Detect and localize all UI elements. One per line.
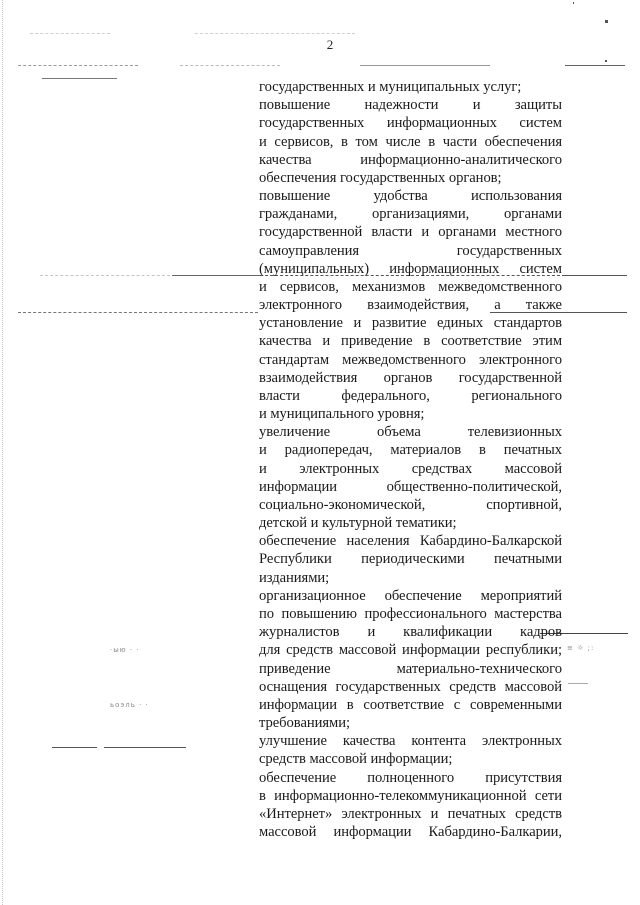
text-line: стандартам межведомственного электронного [259, 351, 562, 368]
text-line: информации общественно-политической, [259, 478, 562, 495]
text-line: и сервисов, в том числе в части обеспечения [259, 133, 562, 150]
text-line: средств массовой информации; [259, 751, 453, 768]
text-line: Республики периодическими печатными [259, 551, 562, 568]
scan-artifact-line [568, 683, 588, 684]
text-line: и электронных средствах массовой [259, 460, 562, 477]
document-body [259, 78, 562, 841]
header-separator-line [18, 65, 138, 67]
text-line: качества информационно-аналитического [259, 151, 562, 168]
scan-smudge: ≡ ☼ ;: [567, 644, 595, 652]
text-line: информации в соответствие с современными [259, 696, 562, 713]
scan-smudge: ·ыю · · [110, 646, 140, 654]
text-line: обеспечения государственных органов; [259, 169, 502, 186]
text-line: увеличение объема телевизионных [259, 424, 562, 441]
text-line: изданиями; [259, 569, 330, 586]
text-line: гражданами, организациями, органами [259, 206, 562, 223]
scan-artifact-line [565, 275, 627, 276]
margin-underline [104, 747, 186, 748]
text-line: улучшение качества контента электронных [259, 733, 562, 750]
text-line: государственной власти и органами местного [259, 224, 562, 241]
scan-artifact-line [172, 275, 260, 276]
text-line: детской и культурной тематики; [259, 515, 457, 532]
text-line: власти федерального, регионального [259, 387, 562, 404]
text-line: государственных информационных систем [259, 115, 562, 132]
scan-speck [573, 2, 574, 4]
text-line: установление и развитие единых стандартов [259, 315, 562, 332]
header-separator-line [565, 65, 625, 66]
scan-speck [605, 60, 607, 62]
text-line: повышение удобства использования [259, 188, 562, 205]
text-line: журналистов и квалификации кадров [259, 624, 562, 641]
text-line: взаимодействия органов государственной [259, 369, 562, 386]
scan-artifact-line [40, 275, 170, 277]
text-line: и муниципального уровня; [259, 406, 425, 423]
text-line: оснащения государственных средств массовой [259, 678, 562, 695]
scan-artifact-line [30, 33, 110, 35]
text-line: организационное обеспечение мероприятий [259, 587, 562, 604]
text-line: приведение материально-технического [259, 660, 562, 677]
scan-smudge: ьоэль · · [110, 701, 149, 709]
margin-underline [42, 78, 117, 79]
text-line: и радиопередач, материалов в печатных [259, 442, 562, 459]
scan-artifact-line [195, 33, 355, 35]
text-line: обеспечение полноценного присутствия [259, 769, 562, 786]
scan-margin-edge [2, 0, 4, 905]
scan-speck [605, 20, 608, 23]
text-line: самоуправления государственных [259, 242, 562, 259]
text-line: «Интернет» электронных и печатных средств [259, 805, 562, 822]
text-line: государственных и муниципальных услуг; [259, 79, 522, 95]
text-line: по повышению профессионального мастерства [259, 605, 562, 622]
text-line: требованиями; [259, 715, 351, 732]
scan-artifact-line [18, 312, 258, 314]
text-line: для средств массовой информации республики; [259, 642, 562, 659]
text-line: электронного взаимодействия, а также [259, 297, 562, 314]
text-line: (муниципальных) информационных систем [259, 260, 562, 277]
text-line: качества и приведение в соответствие этим [259, 333, 562, 350]
header-separator-line [180, 65, 280, 67]
header-separator-line [360, 65, 490, 66]
text-line: социально-экономической, спортивной, [259, 496, 562, 513]
text-line: и сервисов, механизмов межведомственного [259, 278, 562, 295]
text-line: повышение надежности и защиты [259, 97, 562, 114]
margin-underline [52, 747, 97, 748]
text-line: в информационно-телекоммуникационной сети [259, 787, 562, 804]
text-line: массовой информации Кабардино-Балкарии, [259, 824, 562, 841]
text-line: обеспечение населения Кабардино-Балкарской [259, 533, 562, 550]
page-number: 2 [326, 37, 334, 52]
